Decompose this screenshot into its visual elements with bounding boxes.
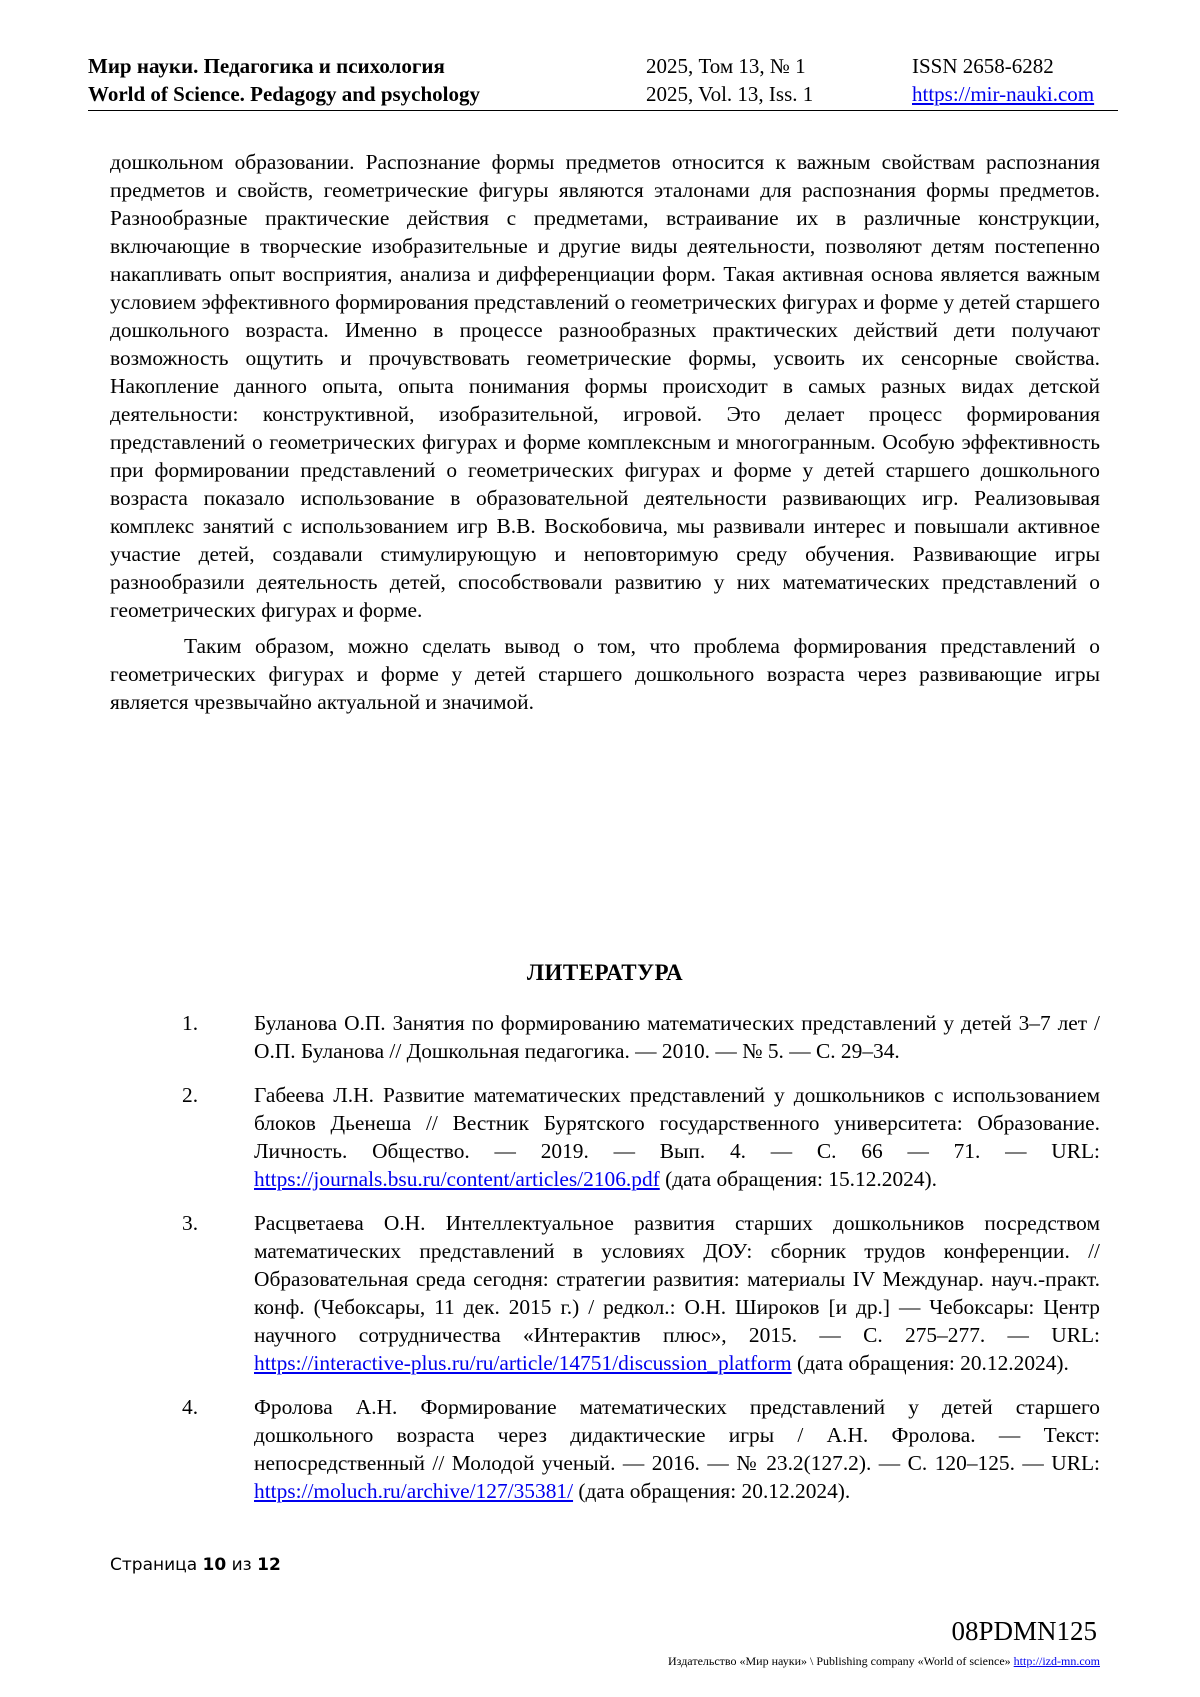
journal-title-en: World of Science. Pedagogy and psychology [88, 82, 481, 106]
reference-link[interactable]: https://moluch.ru/archive/127/35381/ [254, 1479, 574, 1503]
reference-text [254, 1209, 1100, 1377]
reference-number: 4. [182, 1395, 199, 1419]
publisher-line [668, 1654, 1100, 1669]
article-body [110, 148, 1100, 716]
issn: ISSN 2658-6282 [912, 54, 1054, 78]
reference-link[interactable]: https://journals.bsu.ru/content/articles/2106.pdf [254, 1167, 660, 1191]
page-number [110, 1555, 281, 1575]
reference-text [254, 1393, 1100, 1505]
reference-text: Буланова О.П. Занятия по формированию математических представлений у детей 3–7 лет / О.П. Буланова // Дошкольная педагогика. — 2010. — № 5. — С. 29–34. [254, 1011, 1100, 1063]
reference-text-part: (дата обращения: 20.12.2024). [573, 1479, 851, 1503]
reference-item [110, 1209, 1100, 1377]
reference-number: 1. [182, 1011, 199, 1035]
body-paragraph: дошкольном образовании. Распознание формы предметов относится к важным свойствам распознания предметов и свойств, геометрические фигуры являются эталонами для распознания формы предметов. Разнообразные практические действия с предметами, встраивание их в различные конструкции, включающие в творческие изобразительные и другие виды деятельности, позволяют детям постепенно накапливать опыт восприятия, анализа и дифференциации форм. Такая активная основа является важным условием эффективного формирования представлений о геометрических фигурах и форме у детей старшего дошкольного возраста. Именно в процессе разнообразных практических действий дети получают возможность ощутить и прочувствовать геометрические формы, усвоить их сенсорные свойства. Накопление данного опыта, опыта понимания формы происходит в самых разных видах детской деятельности: конструктивной, изобразительной, игровой. Это делает процесс формирования представлений о геометрических фигурах и форме комплексным и многогранным. Особую эффективность при формировании представлений о геометрических фигурах и форме у детей старшего дошкольного возраста показало использование в образовательной деятельности развивающих игр. Реализовывая комплекс занятий с использованием игр В.В. Воскобовича, мы развивали интерес и повышали активное участие детей, создавали стимулирующую и неповторимую среду обучения. Развивающие игры разнообразили деятельность детей, способствовали развитию у них математических представлений о геометрических фигурах и форме. [110, 150, 1100, 622]
page-word: Страница [110, 1555, 198, 1575]
reference-text-part: Фролова А.Н. Формирование математических представлений у детей старшего дошкольного возраста через дидактические игры / А.Н. Фролова. — Текст: непосредственный // Молодой ученый. — 2016. — № 23.2(127.2). — С. 120–125. — URL: [254, 1395, 1100, 1475]
journal-title [88, 52, 480, 108]
journal-title-ru: Мир науки. Педагогика и психология [88, 54, 445, 78]
reference-text [254, 1081, 1100, 1193]
reference-number: 3. [182, 1211, 199, 1235]
page-current: 10 [202, 1555, 227, 1575]
reference-text-part: (дата обращения: 20.12.2024). [791, 1351, 1069, 1375]
issue-ru: 2025, Том 13, № 1 [646, 54, 806, 78]
reference-text-part: Габеева Л.Н. Развитие математических представлений у дошкольников с использованием блоков Дьенеша // Вестник Бурятского государственного университета: Образование. Личность. Общество. — 2019. — Вып. 4. — С. 66 — 71. — URL: [254, 1083, 1100, 1163]
article-code: 08PDMN125 [951, 1616, 1097, 1646]
reference-text-part: Расцветаева О.Н. Интеллектуальное развития старших дошкольников посредством математических представлений в условиях ДОУ: сборник трудов конференции. // Образовательная среда сегодня: стратегии развития: материалы IV Междунар. науч.-практ. конф. (Чебоксары, 11 дек. 2015 г.) / редкол.: О.Н. Широков [и др.] — Чебоксары: Центр научного сотрудничества «Интерактив плюс», 2015. — С. 275–277. — URL: [254, 1211, 1100, 1347]
page-header [88, 52, 1118, 111]
issue-info [646, 52, 813, 108]
journal-site-link[interactable]: https://mir-nauki.com [912, 82, 1095, 106]
page-of: из [231, 1555, 252, 1575]
reference-number: 2. [182, 1083, 199, 1107]
literature-title: ЛИТЕРАТУРА [526, 960, 684, 985]
reference-list [110, 1009, 1100, 1521]
issue-en: 2025, Vol. 13, Iss. 1 [646, 82, 814, 106]
publisher-text: Издательство «Мир науки» \ Publishing company «World of science» [668, 1654, 1011, 1668]
publisher-link[interactable]: http://izd-mn.com [1013, 1654, 1100, 1668]
conclusion-paragraph: Таким образом, можно сделать вывод о том, что проблема формирования представлений о геометрических фигурах и форме у детей старшего дошкольного возраста через развивающие игры является чрезвычайно актуальной и значимой. [110, 634, 1100, 714]
reference-text-part: (дата обращения: 15.12.2024). [659, 1167, 937, 1191]
reference-item [110, 1081, 1100, 1193]
page-total: 12 [257, 1555, 281, 1575]
reference-item [110, 1009, 1100, 1065]
reference-link[interactable]: https://interactive-plus.ru/ru/article/14751/discussion_platform [254, 1351, 792, 1375]
issn-block [912, 52, 1094, 108]
reference-item [110, 1393, 1100, 1505]
